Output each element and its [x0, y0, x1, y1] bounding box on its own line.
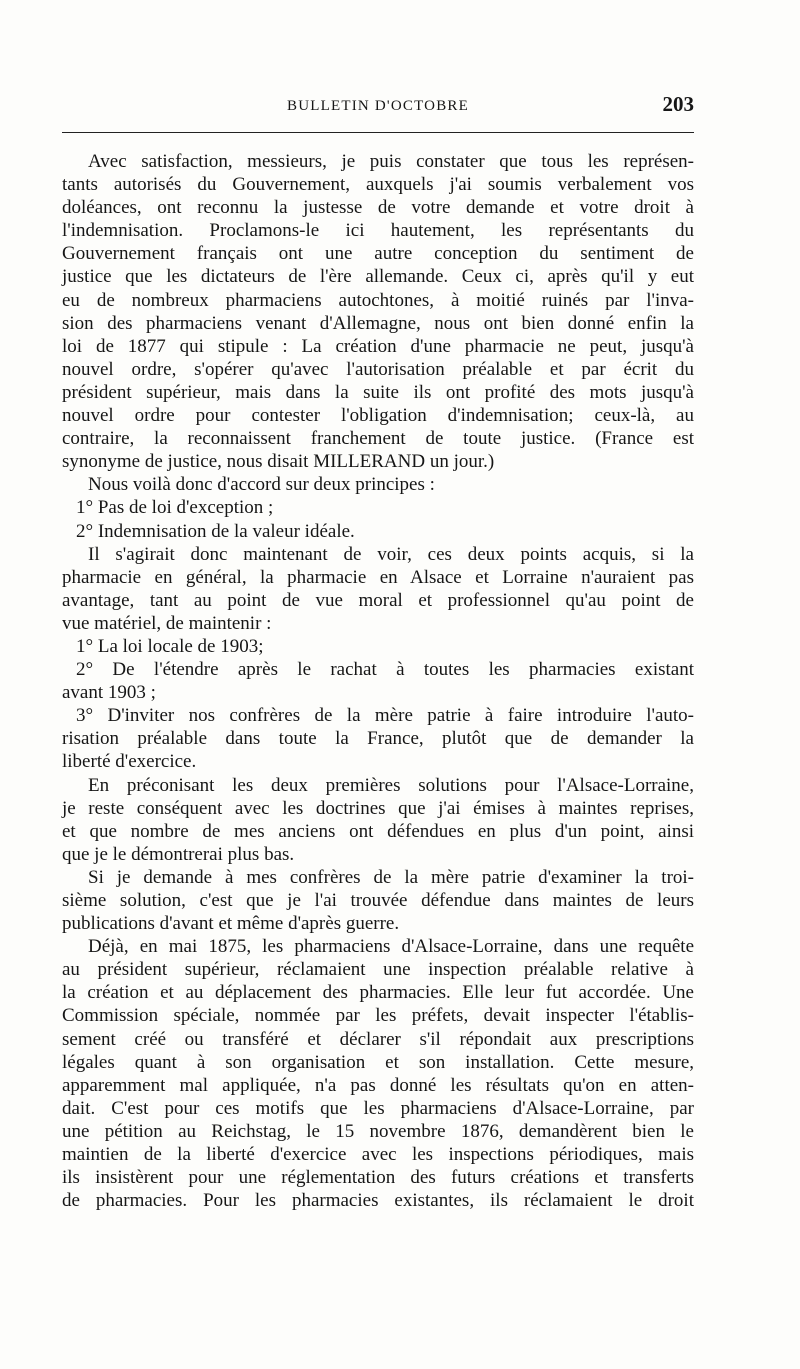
text-line: 2° De l'étendre après le rachat à toutes les pharmacies existant — [76, 659, 694, 681]
text-line: doléances, ont reconnu la justesse de votre demande et votre droit à — [62, 197, 694, 219]
text-line: Avec satisfaction, messieurs, je puis constater que tous les représen- — [88, 151, 694, 172]
text-line: eu de nombreux pharmaciens autochtones, à moitié ruinés par l'inva- — [62, 289, 694, 311]
text-line: sion des pharmaciens venant d'Allemagne, nous ont bien donné enfin la — [62, 312, 694, 334]
text-line: tants autorisés du Gouvernement, auxquels j'ai soumis verbalement vos — [62, 174, 694, 196]
text-line: vue matériel, de maintenir : — [62, 612, 272, 634]
text-line: publications d'avant et même d'après guerre. — [62, 913, 400, 935]
text-line: 1° La loi locale de 1903; — [76, 635, 264, 657]
text-line: Gouvernement français ont une autre conception du sentiment de — [62, 243, 694, 265]
running-title: BULLETIN D'OCTOBRE — [287, 98, 469, 114]
text-line: ils insistèrent pour une réglementation des futurs créations et transferts — [62, 1167, 694, 1189]
page-header — [62, 92, 694, 132]
text-line: l'indemnisation. Proclamons-le ici hautement, les représentants du — [62, 220, 694, 242]
text-line: nouvel ordre pour contester l'obligation d'indemnisation; ceux-là, au — [62, 405, 694, 427]
text-line: nouvel ordre, s'opérer qu'avec l'autorisation préalable et par écrit du — [62, 358, 694, 380]
text-line: Nous voilà donc d'accord sur deux principes : — [88, 474, 435, 496]
text-line: légales quant à son organisation et son installation. Cette mesure, — [62, 1051, 694, 1073]
text-line: de pharmacies. Pour les pharmacies existantes, ils réclamaient le droit — [62, 1190, 694, 1212]
text-line: sement créé ou transféré et déclarer s'il répondait aux prescriptions — [62, 1028, 694, 1050]
text-line: 1° Pas de loi d'exception ; — [76, 497, 274, 519]
text-line: Il s'agirait donc maintenant de voir, ces deux points acquis, si la — [88, 543, 694, 565]
text-line: président supérieur, mais dans la suite ils ont profité des mots jusqu'à — [62, 381, 694, 403]
text-line: 2° Indemnisation de la valeur idéale. — [76, 520, 355, 542]
text-line: loi de 1877 qui stipule : La création d'une pharmacie ne peut, jusqu'à — [62, 335, 694, 357]
text-line: Commission spéciale, nommée par les préfets, devait inspecter l'établis- — [62, 1005, 694, 1027]
text-line: En préconisant les deux premières solutions pour l'Alsace-Lorraine, — [88, 774, 694, 796]
header-rule — [62, 132, 694, 133]
text-line: avant 1903 ; — [62, 682, 156, 704]
page-number: 203 — [662, 92, 694, 116]
text-line: 3° D'inviter nos confrères de la mère patrie à faire introduire l'auto- — [76, 705, 694, 727]
text-line: et que nombre de mes anciens ont défendues en plus d'un point, ainsi — [62, 820, 694, 842]
text-line: je reste conséquent avec les doctrines que j'ai émises à maintes reprises, — [62, 797, 694, 819]
text-line: apparemment mal appliquée, n'a pas donné les résultats qu'on en atten- — [62, 1074, 694, 1096]
text-line: synonyme de justice, nous disait MILLERAND un jour.) — [62, 451, 495, 473]
text-line: maintien de la liberté d'exercice avec les inspections périodiques, mais — [62, 1144, 694, 1166]
body-text — [62, 150, 694, 1212]
text-line: au président supérieur, réclamaient une inspection préalable relative à — [62, 959, 694, 981]
text-line: contraire, la reconnaissent franchement de toute justice. (France est — [62, 428, 694, 450]
text-line: Déjà, en mai 1875, les pharmaciens d'Alsace-Lorraine, dans une requête — [88, 936, 694, 958]
text-line: la création et au déplacement des pharmacies. Elle leur fut accordée. Une — [62, 982, 694, 1004]
text-line: sième solution, c'est que je l'ai trouvée défendue dans maintes de leurs — [62, 890, 694, 911]
text-line: justice que les dictateurs de l'ère allemande. Ceux ci, après qu'il y eut — [62, 266, 694, 288]
text-line: liberté d'exercice. — [62, 751, 197, 773]
text-line: une pétition au Reichstag, le 15 novembre 1876, demandèrent bien le — [62, 1120, 694, 1142]
text-line: risation préalable dans toute la France, plutôt que de demander la — [62, 728, 694, 750]
text-line: pharmacie en général, la pharmacie en Alsace et Lorraine n'auraient pas — [62, 566, 694, 588]
text-line: que je le démontrerai plus bas. — [62, 843, 295, 865]
text-line: dait. C'est pour ces motifs que les pharmaciens d'Alsace-Lorraine, par — [62, 1097, 694, 1119]
text-line: Si je demande à mes confrères de la mère patrie d'examiner la troi- — [88, 866, 694, 888]
text-line: avantage, tant au point de vue moral et professionnel qu'au point de — [62, 589, 694, 611]
